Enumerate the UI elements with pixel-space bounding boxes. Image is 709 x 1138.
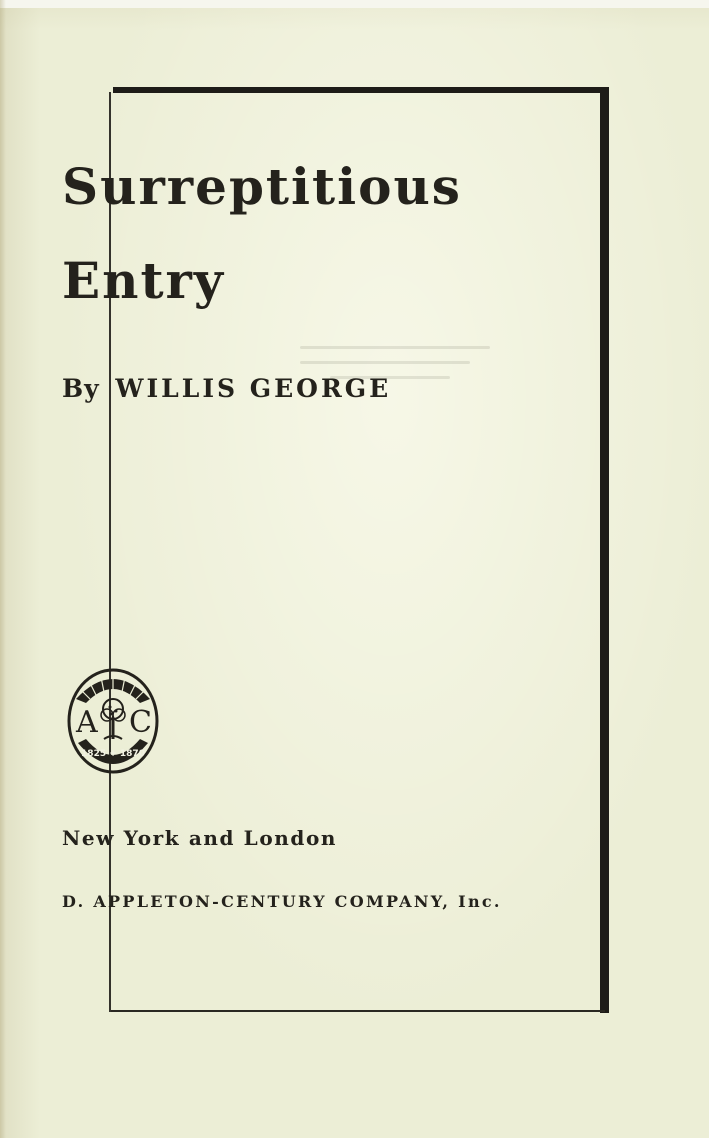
book-title-line-2: Entry (62, 251, 225, 310)
publication-place: New York and London (62, 826, 338, 850)
publisher-name: D. APPLETON-CENTURY COMPANY, Inc. (62, 892, 502, 911)
author-name: WILLIS GEORGE (115, 374, 392, 403)
author-prefix: By (62, 374, 100, 403)
logo-letter-c: C (129, 705, 152, 740)
frame-top-rule (113, 87, 609, 93)
frame-right-rule (600, 87, 609, 1013)
publisher-logo-icon (66, 667, 160, 775)
logo-years: 1825 + 1870 (81, 749, 145, 759)
page-top-edge (0, 0, 709, 8)
logo-letter-a: A (76, 705, 98, 740)
frame-bottom-rule (109, 1010, 605, 1012)
author-line (62, 376, 391, 401)
frame-left-rule (109, 92, 111, 1012)
page-gutter-shadow (0, 0, 6, 1138)
book-title-line-1: Surreptitious (62, 157, 462, 216)
